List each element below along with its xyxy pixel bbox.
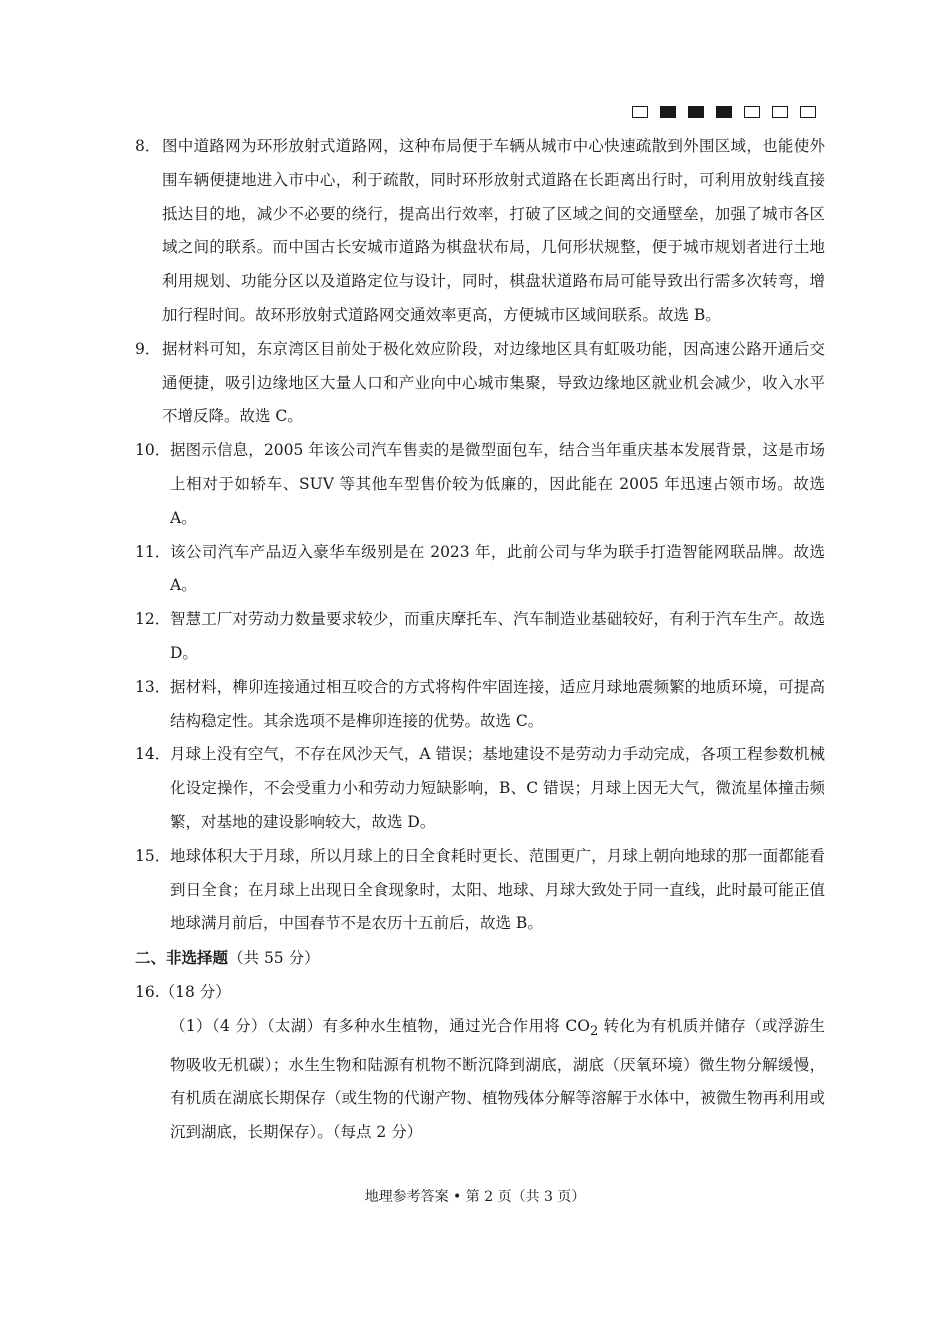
answer-text: 该公司汽车产品迈入豪华车级别是在 2023 年，此前公司与华为联手打造智能网联品牌。故选 A。 (170, 542, 825, 595)
answer-item-9 (135, 333, 825, 434)
answer-text: 图中道路网为环形放射式道路网，这种布局便于车辆从城市中心快速疏散到外围区域，也能使外围车辆便捷地进入市中心，利于疏散，同时环形放射式道路在长距离出行时，可利用放射线直接抵达目的地，减少不必要的绕行，提高出行效率，打破了区域之间的交通壁垒，加强了城市各区域之间的联系。而中国古长安城市道路为棋盘状布局，几何形状规整，便于城市规划者进行土地利用规划、功能分区以及道路定位与设计，同时，棋盘状道路布局可能导致出行需多次转弯，增加行程时间。故环形放射式道路网交通效率更高，方便城市区域间联系。故选 B。 (162, 137, 825, 324)
answer-number: 12． (135, 610, 171, 629)
q16-part1-text-after: 转化为有机质并储存（或浮游生物吸收无机碳）；水生生物和陆源有机物不断沉降到湖底，湖底（厌氧环境）微生物分解缓慢，有机质在湖底长期保存（或生物的代谢产物、植物残体分解等溶解于水体中，被微生物再利用或沉到湖底，长期保存）。（每点 2 分） (170, 1016, 825, 1142)
answer-item-10 (135, 434, 825, 535)
answer-number: 11． (135, 542, 171, 561)
answer-sheet-marks (632, 106, 816, 118)
answer-item-15 (135, 840, 825, 941)
answer-number: 10． (135, 441, 171, 460)
answer-number: 8． (135, 137, 161, 155)
q16-part1-text-before: （1）（4 分）（太湖）有多种水生植物，通过光合作用将 CO (170, 1016, 590, 1035)
mark-filled (660, 106, 676, 118)
q16-part1-subscript: 2 (590, 1023, 599, 1039)
answer-item-11 (135, 536, 825, 604)
mark-filled (688, 106, 704, 118)
answer-item-8 (135, 130, 825, 333)
answer-item-14 (135, 738, 825, 839)
answer-text: 据材料可知，东京湾区目前处于极化效应阶段，对边缘地区具有虹吸功能，因高速公路开通后交通便捷，吸引边缘地区大量人口和产业向中心城市集聚，导致边缘地区就业机会减少，收入水平不增反降。故选 C。 (162, 339, 825, 426)
section-heading-note: （共 55 分） (228, 949, 320, 968)
section-heading-title: 二、非选择题 (135, 948, 229, 968)
answer-number: 14． (135, 745, 171, 764)
answer-text: 月球上没有空气，不存在风沙天气，A 错误；基地建设不是劳动力手动完成，各项工程参数机械化设定操作，不会受重力小和劳动力短缺影响，B、C 错误；月球上因无大气，微流星体撞击频繁，对基地的建设影响较大，故选 D。 (170, 745, 825, 831)
mark-empty (632, 106, 648, 118)
mark-empty (800, 106, 816, 118)
answer-text: 地球体积大于月球，所以月球上的日全食耗时更长、范围更广，月球上朝向地球的那一面都能看到日全食；在月球上出现日全食现象时，太阳、地球、月球大致处于同一直线，此时最可能正值地球满月前后，中国春节不是农历十五前后，故选 B。 (170, 846, 825, 933)
answer-text: 智慧工厂对劳动力数量要求较少，而重庆摩托车、汽车制造业基础较好，有利于汽车生产。故选 D。 (170, 610, 825, 662)
answer-item-13 (135, 671, 825, 739)
answer-number: 13． (135, 677, 171, 696)
mark-empty (744, 106, 760, 118)
question-16-label: 16.（18 分） (135, 982, 231, 1001)
answer-item-12 (135, 603, 825, 671)
answer-content (135, 130, 825, 1150)
section-heading (135, 941, 825, 976)
answer-number: 15． (135, 846, 171, 865)
answer-text: 据材料，榫卯连接通过相互咬合的方式将构件牢固连接，适应月球地震频繁的地质环境，可提高结构稳定性。其余选项不是榫卯连接的优势。故选 C。 (170, 677, 825, 730)
answer-number: 9． (135, 339, 161, 358)
mark-filled (716, 106, 732, 118)
page-footer: 地理参考答案 • 第 2 页（共 3 页） (364, 1189, 586, 1205)
question-16-part-1 (135, 1010, 825, 1150)
mark-empty (772, 106, 788, 118)
answer-text: 据图示信息，2005 年该公司汽车售卖的是微型面包车，结合当年重庆基本发展背景，这是市场上相对于如轿车、SUV 等其他车型售价较为低廉的，因此能在 2005 年迅速占领市场。故选 A。 (170, 441, 825, 527)
